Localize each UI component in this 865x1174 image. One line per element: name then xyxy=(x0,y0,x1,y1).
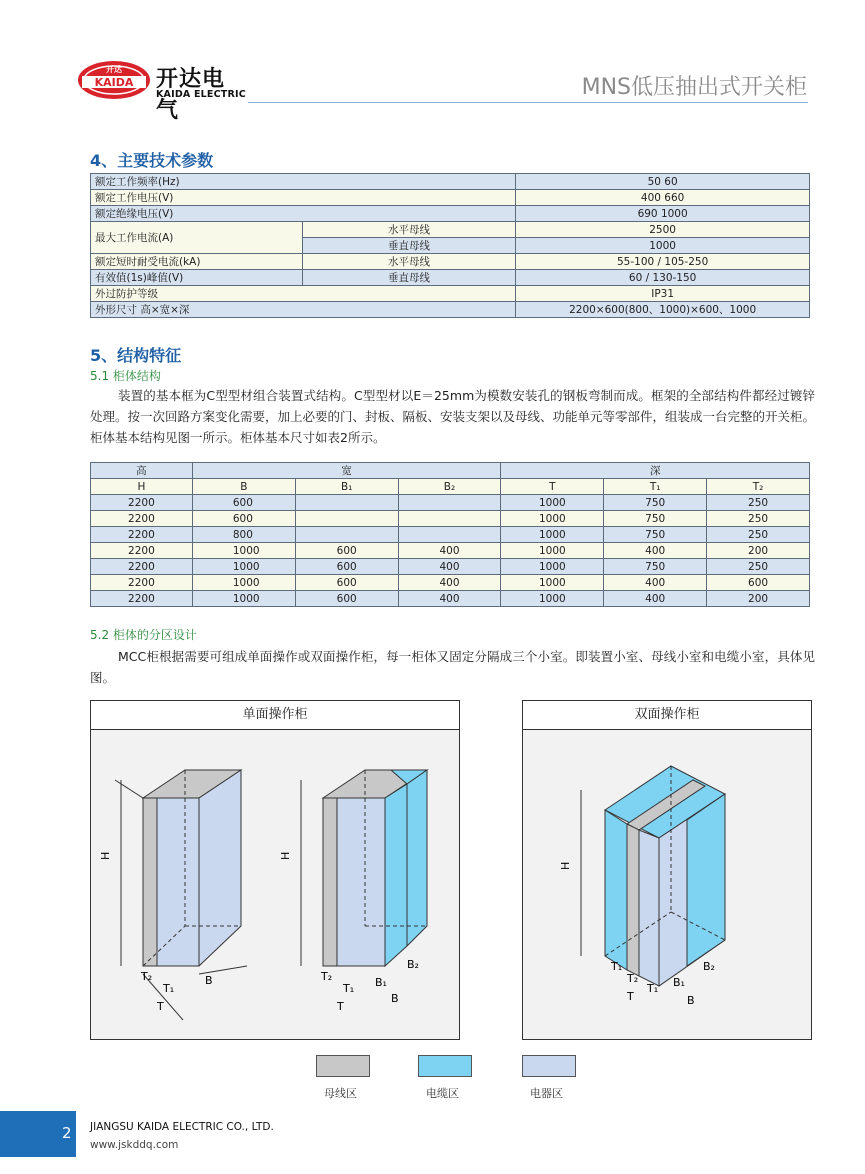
dim-cell: 2200 xyxy=(91,511,193,527)
dim-header-height: 高 xyxy=(91,463,193,479)
param-label: 额定工作电压(V) xyxy=(91,190,516,206)
logo-chinese-name: 开达电气 xyxy=(156,67,226,123)
subsection-5-1-title: 5.1 柜体结构 xyxy=(90,369,161,383)
legend-busbar xyxy=(316,1055,370,1101)
param-row xyxy=(91,174,810,190)
dim-cell: 600 xyxy=(295,543,398,559)
label-T1: T₁ xyxy=(647,982,659,995)
param-value: 690 1000 xyxy=(516,206,810,222)
dim-cell: 400 xyxy=(604,575,707,591)
dim-cell: 600 xyxy=(192,511,295,527)
dim-cell: 1000 xyxy=(501,559,604,575)
legend-label-cable: 电缆区 xyxy=(426,1087,459,1100)
dim-subheader: T₁ xyxy=(604,479,707,495)
dim-cell: 2200 xyxy=(91,495,193,511)
page-title: MNS低压抽出式开关柜 xyxy=(581,75,807,100)
logo-badge-cn: 开达 xyxy=(106,65,122,74)
double-cabinet-diagram xyxy=(559,766,725,1007)
double-sided-panel-title: 双面操作柜 xyxy=(523,701,811,730)
dim-cell: 600 xyxy=(295,559,398,575)
legend-swatch-apparatus xyxy=(522,1055,576,1077)
subsection-5-2-title: 5.2 柜体的分区设计 xyxy=(90,628,197,642)
label-B: B xyxy=(687,994,695,1007)
dim-subheader: B₂ xyxy=(398,479,501,495)
label-T: T xyxy=(157,1000,164,1013)
label-B: B xyxy=(205,974,213,987)
label-T2: T₂ xyxy=(141,970,153,983)
label-H: H xyxy=(99,851,112,860)
legend-cable xyxy=(418,1055,472,1101)
dim-row xyxy=(91,495,810,511)
legend-label-apparatus: 电器区 xyxy=(530,1087,563,1100)
single-cabinet-diagram-2 xyxy=(279,770,427,1013)
dim-cell: 250 xyxy=(707,559,810,575)
dim-cell: 750 xyxy=(604,511,707,527)
dim-cell: 800 xyxy=(192,527,295,543)
dim-cell: 400 xyxy=(604,543,707,559)
logo-english-name: KAIDA ELECTRIC xyxy=(156,89,246,100)
dim-cell: 2200 xyxy=(91,591,193,607)
dim-cell: 750 xyxy=(604,527,707,543)
dim-cell: 1000 xyxy=(192,543,295,559)
dim-cell: 1000 xyxy=(501,511,604,527)
label-T: T xyxy=(337,1000,344,1013)
dim-subheader: B₁ xyxy=(295,479,398,495)
label-T1: T₁ xyxy=(163,982,175,995)
double-sided-cabinet-panel xyxy=(522,700,812,1040)
dim-cell: 400 xyxy=(398,559,501,575)
dim-row xyxy=(91,511,810,527)
dim-subheader: H xyxy=(91,479,193,495)
param-row xyxy=(91,270,810,286)
dim-cell: 250 xyxy=(707,495,810,511)
param-label: 外过防护等级 xyxy=(91,286,516,302)
param-row xyxy=(91,254,810,270)
dim-cell: 1000 xyxy=(192,575,295,591)
legend-apparatus xyxy=(522,1055,576,1101)
label-H: H xyxy=(559,861,572,870)
dim-row xyxy=(91,527,810,543)
dim-cell: 600 xyxy=(295,575,398,591)
dim-cell: 1000 xyxy=(501,575,604,591)
param-sub: 水平母线 xyxy=(302,254,516,270)
dim-cell: 600 xyxy=(295,591,398,607)
dim-cell xyxy=(398,527,501,543)
dim-cell: 200 xyxy=(707,543,810,559)
paragraph-5-1: 装置的基本框为C型型材组合装置式结构。C型型材以E＝25mm为模数安装孔的钢板弯制而成。框架的全部结构件都经过镀锌处理。按一次回路方案变化需要，加上必要的门、封板、隔板、安装支架以及母线、功能单元等零部件，组装成一台完整的开关柜。柜体基本结构见图一所示。柜体基本尺寸如表2所示。 xyxy=(90,388,816,445)
dim-cell: 250 xyxy=(707,527,810,543)
dim-cell: 250 xyxy=(707,511,810,527)
dim-row xyxy=(91,543,810,559)
header-divider xyxy=(248,102,808,103)
param-row xyxy=(91,222,810,238)
cabinet-dimensions-table xyxy=(90,462,810,607)
dim-cell xyxy=(398,495,501,511)
dim-row xyxy=(91,575,810,591)
param-value: 1000 xyxy=(516,238,810,254)
dim-cell: 750 xyxy=(604,559,707,575)
single-cabinet-diagram-1 xyxy=(99,770,247,1020)
param-value: 50 60 xyxy=(516,174,810,190)
kaida-logo-badge xyxy=(76,58,152,100)
dim-header-depth: 深 xyxy=(501,463,810,479)
dim-cell: 1000 xyxy=(192,591,295,607)
dim-cell xyxy=(295,527,398,543)
dim-cell: 750 xyxy=(604,495,707,511)
dim-cell: 2200 xyxy=(91,527,193,543)
dim-row xyxy=(91,559,810,575)
dim-cell: 1000 xyxy=(501,527,604,543)
label-T1: T₁ xyxy=(343,982,355,995)
dim-cell: 1000 xyxy=(501,543,604,559)
param-label: 额定绝缘电压(V) xyxy=(91,206,516,222)
label-B2: B₂ xyxy=(407,958,419,971)
double-sided-cabinet-diagram xyxy=(523,730,811,1038)
dim-cell xyxy=(295,495,398,511)
param-sub: 垂直母线 xyxy=(302,238,516,254)
param-row xyxy=(91,190,810,206)
dim-subheader: T₂ xyxy=(707,479,810,495)
dim-cell xyxy=(398,511,501,527)
param-sub: 垂直母线 xyxy=(302,270,516,286)
footer-company-name: JIANGSU KAIDA ELECTRIC CO., LTD. xyxy=(90,1121,274,1133)
dim-cell: 1000 xyxy=(192,559,295,575)
dim-cell: 2200 xyxy=(91,559,193,575)
dim-cell: 400 xyxy=(398,591,501,607)
single-sided-cabinet-diagrams xyxy=(91,730,459,1038)
section-5-title: 5、结构特征 xyxy=(90,346,182,365)
dim-subheader: B xyxy=(192,479,295,495)
label-T2: T₂ xyxy=(627,972,639,985)
single-sided-cabinet-panel xyxy=(90,700,460,1040)
dim-cell: 1000 xyxy=(501,495,604,511)
param-value: 60 / 130-150 xyxy=(516,270,810,286)
param-label: 外形尺寸 高×宽×深 xyxy=(91,302,516,318)
dim-cell: 2200 xyxy=(91,543,193,559)
param-row xyxy=(91,302,810,318)
dim-cell: 200 xyxy=(707,591,810,607)
dim-cell: 2200 xyxy=(91,575,193,591)
single-sided-panel-title: 单面操作柜 xyxy=(91,701,459,730)
label-B2: B₂ xyxy=(703,960,715,973)
section-4-title: 4、主要技术参数 xyxy=(90,151,214,170)
param-value: 2200×600(800、1000)×600、1000 xyxy=(516,302,810,318)
label-H: H xyxy=(279,851,292,860)
footer-website: www.jskddq.com xyxy=(90,1139,179,1151)
company-logo xyxy=(76,58,246,123)
dim-cell: 600 xyxy=(192,495,295,511)
param-label: 额定短时耐受电流(kA) xyxy=(91,254,303,270)
param-sub: 水平母线 xyxy=(302,222,516,238)
dim-subheader: T xyxy=(501,479,604,495)
paragraph-5-2: MCC柜根据需要可组成单面操作或双面操作柜，每一柜体又固定分隔成三个小室。即装置小室、母线小室和电缆小室，具体见图。 xyxy=(90,649,815,685)
legend-swatch-cable xyxy=(418,1055,472,1077)
label-B: B xyxy=(391,992,399,1005)
dim-header-width: 宽 xyxy=(192,463,501,479)
legend-label-busbar: 母线区 xyxy=(324,1087,357,1100)
param-value: IP31 xyxy=(516,286,810,302)
label-B1: B₁ xyxy=(375,976,387,989)
dim-cell xyxy=(295,511,398,527)
dim-cell: 1000 xyxy=(501,591,604,607)
technical-params-table xyxy=(90,173,810,318)
label-T: T xyxy=(627,990,634,1003)
dim-cell: 400 xyxy=(604,591,707,607)
dim-cell: 400 xyxy=(398,575,501,591)
param-value: 400 660 xyxy=(516,190,810,206)
dim-cell: 600 xyxy=(707,575,810,591)
label-B1: B₁ xyxy=(673,976,685,989)
dim-cell: 400 xyxy=(398,543,501,559)
param-row xyxy=(91,206,810,222)
label-T2: T₂ xyxy=(321,970,333,983)
legend-swatch-busbar xyxy=(316,1055,370,1077)
param-row xyxy=(91,286,810,302)
label-T1: T₁ xyxy=(611,960,623,973)
param-label: 额定工作频率(Hz) xyxy=(91,174,516,190)
logo-badge-en: KAIDA xyxy=(94,76,134,89)
param-value: 55-100 / 105-250 xyxy=(516,254,810,270)
param-label: 有效值(1s)峰值(V) xyxy=(91,270,303,286)
param-value: 2500 xyxy=(516,222,810,238)
param-label: 最大工作电流(A) xyxy=(91,222,303,254)
dim-row xyxy=(91,591,810,607)
page-number: 2 xyxy=(62,1124,72,1142)
